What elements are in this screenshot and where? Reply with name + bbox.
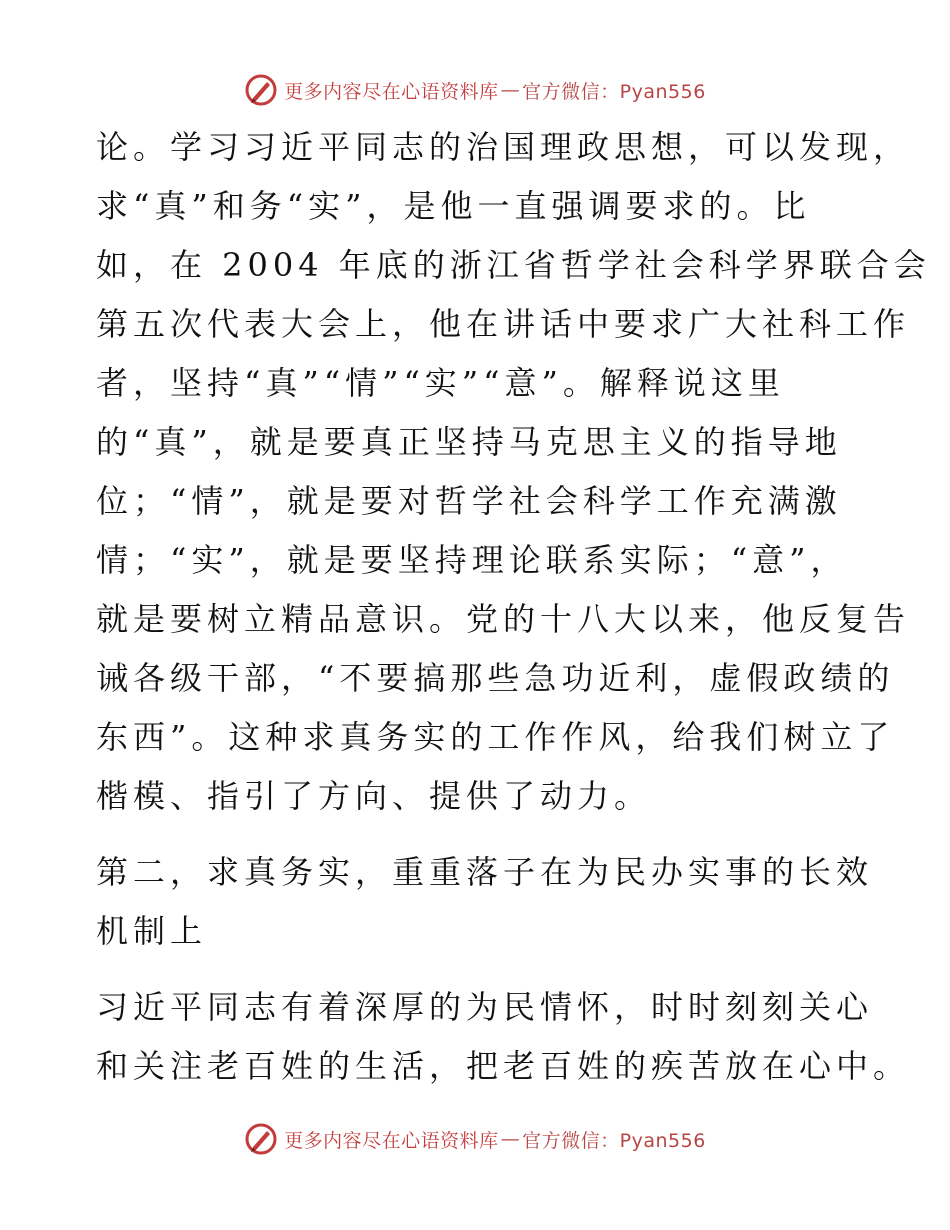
body-line: 如，在 2004 年底的浙江省哲学社会科学界联合会 [96, 246, 931, 284]
watermark-site-text: 更多内容尽在心语资料库 [284, 1129, 499, 1152]
paragraph-gap [96, 826, 856, 843]
body-line: 位；“情”，就是要对哲学社会科学工作充满激 [96, 482, 842, 520]
paragraph-line: 习近平同志有着深厚的为民情怀，时时刻刻关心 [96, 988, 874, 1026]
body-line: 楷模、指引了方向、提供了动力。 [96, 777, 652, 815]
body-line: 情；“实”，就是要坚持理论联系实际；“意”， [96, 541, 848, 579]
pen-logo-icon [244, 1122, 278, 1156]
paragraph-line: 和关注老百姓的生活，把老百姓的疾苦放在心中。 [96, 1047, 911, 1085]
watermark-wechat-text: 官方微信：Pyan556 [522, 80, 706, 103]
document-body [96, 118, 931, 1096]
body-line: 的“真”，就是要真正坚持马克思主义的指导地 [96, 423, 842, 461]
pen-logo-icon [244, 73, 278, 107]
header-watermark [0, 72, 950, 108]
body-line: 第五次代表大会上，他在讲话中要求广大社科工作 [96, 305, 911, 343]
footer-watermark [0, 1121, 950, 1157]
body-line: 求“真”和务“实”，是他一直强调要求的。比 [96, 187, 811, 225]
section-heading-line: 机制上 [96, 912, 208, 950]
body-line: 者，坚持“真”“情”“实”“意”。解释说这里 [96, 364, 785, 402]
watermark-separator: — [500, 1128, 521, 1150]
section-heading-line: 第二，求真务实，重重落子在为民办实事的长效 [96, 853, 874, 891]
body-line: 论。学习习近平同志的治国理政思想，可以发现， [96, 128, 911, 166]
body-line: 东西”。这种求真务实的工作作风，给我们树立了 [96, 718, 895, 756]
watermark-site-text: 更多内容尽在心语资料库 [284, 80, 499, 103]
watermark-separator: — [500, 79, 521, 101]
paragraph-gap [96, 961, 856, 978]
body-line: 就是要树立精品意识。党的十八大以来，他反复告 [96, 600, 911, 638]
body-line: 诫各级干部，“不要搞那些急功近利，虚假政绩的 [96, 659, 895, 697]
watermark-wechat-text: 官方微信：Pyan556 [522, 1129, 706, 1152]
